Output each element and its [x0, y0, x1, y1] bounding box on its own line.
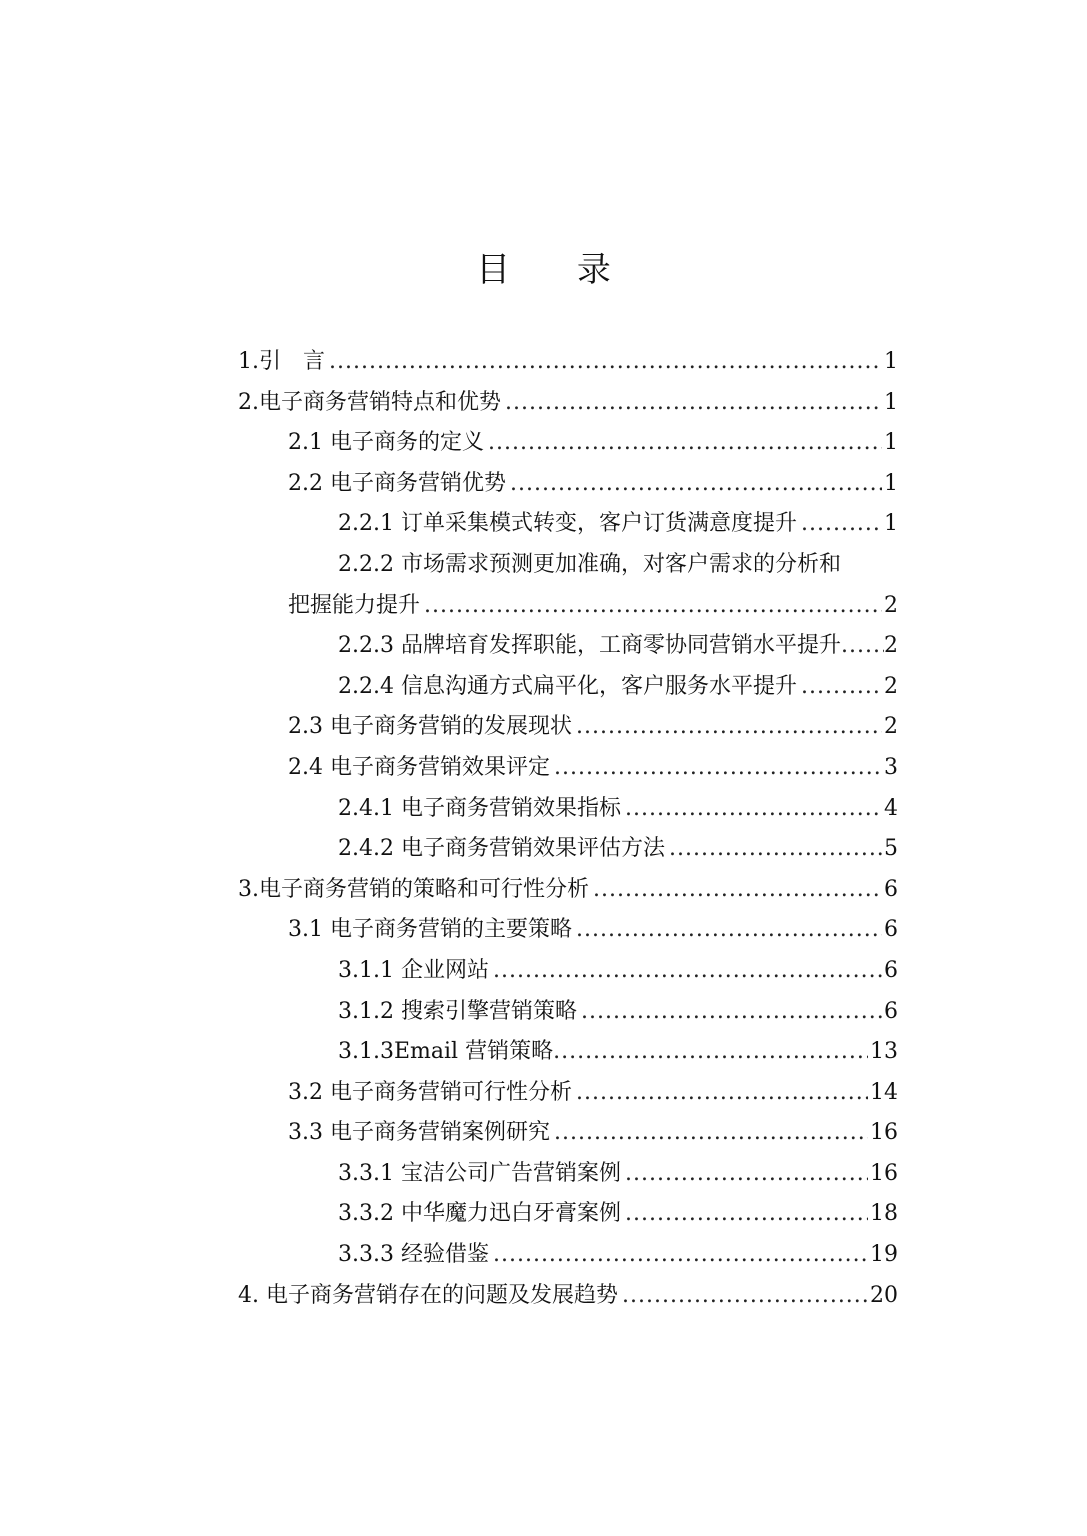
toc-entry-3-3-1[interactable] — [238, 1154, 898, 1195]
toc-entry-label: 2.1 电子商务的定义 — [288, 430, 484, 456]
toc-entry-label: 3.电子商务营销的策略和可行性分析 — [238, 876, 589, 902]
toc-leader-dots — [510, 464, 882, 505]
toc-entry-page: 2 — [884, 592, 898, 618]
toc-leader-dots — [801, 504, 882, 545]
toc-entry-page: 1 — [884, 470, 898, 496]
toc-leader-dots — [576, 707, 882, 748]
toc-entry-page: 14 — [870, 1079, 898, 1105]
toc-entry-1[interactable] — [238, 342, 898, 383]
toc-entry-label: 2.3 电子商务营销的发展现状 — [288, 714, 572, 740]
toc-entry-page: 3 — [884, 754, 898, 780]
toc-entry-page: 1 — [884, 430, 898, 456]
toc-entry-label: 3.3.1 宝洁公司广告营销案例 — [338, 1160, 621, 1186]
toc-leader-dots — [625, 1194, 868, 1235]
toc-entry-3-2[interactable] — [238, 1073, 898, 1114]
toc-entry-3-1[interactable] — [238, 910, 898, 951]
toc-entry-label: 3.3.3 经验借鉴 — [338, 1242, 489, 1268]
toc-entry-3-3[interactable] — [238, 1113, 898, 1154]
toc-leader-dots — [505, 383, 882, 424]
toc-entry-page: 4 — [884, 795, 898, 821]
toc-title: 目 录 — [476, 250, 639, 290]
toc-entry-label: 3.1.1 企业网站 — [338, 957, 489, 983]
toc-entry-label: 2.2.1 订单采集模式转变，客户订货满意度提升 — [338, 511, 797, 537]
toc-leader-dots — [493, 1235, 868, 1276]
toc-entry-3-3-3[interactable] — [238, 1235, 898, 1276]
toc-leader-dots — [554, 1113, 868, 1154]
toc-entry-4[interactable] — [238, 1276, 898, 1317]
toc-entry-label: 2.2.3 品牌培育发挥职能，工商零协同营销水平提升 — [338, 633, 841, 659]
toc-entry-2-2-1[interactable] — [238, 504, 898, 545]
toc-entry-label: 3.3 电子商务营销案例研究 — [288, 1120, 550, 1146]
toc-leader-dots — [625, 1154, 868, 1195]
toc-entry-page: 18 — [870, 1201, 898, 1227]
toc-entry-page: 13 — [870, 1039, 898, 1065]
toc-entry-page: 6 — [884, 917, 898, 943]
toc-leader-dots — [593, 870, 882, 911]
toc-entry-label: 3.1 电子商务营销的主要策略 — [288, 917, 572, 943]
toc-entry-page: 6 — [884, 957, 898, 983]
toc-entry-3-1-2[interactable] — [238, 992, 898, 1033]
toc-entry-label: 3.1.2 搜索引擎营销策略 — [338, 998, 577, 1024]
toc-entry-label: 3.3.2 中华魔力迅白牙膏案例 — [338, 1201, 621, 1227]
toc-entry-2-1[interactable] — [238, 423, 898, 464]
toc-leader-dots — [841, 626, 884, 667]
toc-entry-page: 20 — [870, 1282, 898, 1308]
toc-entry-page: 6 — [884, 876, 898, 902]
toc-entry-2-2-4[interactable] — [238, 667, 898, 708]
toc-entry-label: 2.电子商务营销特点和优势 — [238, 389, 501, 415]
toc-leader-dots — [581, 992, 882, 1033]
toc-entry-label: 4. 电子商务营销存在的问题及发展趋势 — [238, 1282, 618, 1308]
toc-entry-label: 2.2.4 信息沟通方式扁平化，客户服务水平提升 — [338, 673, 797, 699]
toc-leader-dots — [488, 423, 882, 464]
toc-entry-page: 1 — [884, 389, 898, 415]
toc-entry-label: 2.4 电子商务营销效果评定 — [288, 754, 550, 780]
toc-leader-dots — [554, 748, 882, 789]
toc-entry-2-4-1[interactable] — [238, 789, 898, 830]
toc-entry-page: 16 — [870, 1120, 898, 1146]
table-of-contents — [238, 342, 898, 1316]
toc-entry-page: 2 — [884, 714, 898, 740]
toc-entry-3-1-1[interactable] — [238, 951, 898, 992]
toc-leader-dots — [329, 342, 882, 383]
toc-entry-2-2-2-continued[interactable] — [238, 586, 898, 627]
toc-leader-dots — [801, 667, 882, 708]
toc-entry-label: 2.4.1 电子商务营销效果指标 — [338, 795, 621, 821]
toc-entry-page: 2 — [884, 673, 898, 699]
toc-entry-page: 5 — [884, 836, 898, 862]
toc-leader-dots — [553, 1032, 868, 1073]
toc-entry-page: 1 — [884, 349, 898, 374]
toc-entry-2-4[interactable] — [238, 748, 898, 789]
toc-entry-2-2[interactable] — [238, 464, 898, 505]
toc-entry-page: 1 — [884, 511, 898, 537]
toc-entry-2-4-2[interactable] — [238, 829, 898, 870]
toc-leader-dots — [669, 829, 882, 870]
toc-entry-label: 2.4.2 电子商务营销效果评估方法 — [338, 836, 665, 862]
toc-entry-2-3[interactable] — [238, 707, 898, 748]
toc-entry-page: 2 — [884, 633, 898, 659]
toc-entry-2-2-2[interactable] — [238, 545, 898, 586]
toc-entry-label: 3.1.3Email 营销策略 — [338, 1039, 554, 1065]
toc-leader-dots — [576, 1073, 868, 1114]
toc-leader-dots — [625, 789, 882, 830]
toc-entry-label: 1.引 言 — [238, 349, 325, 374]
toc-entry-label: 2.2.2 市场需求预测更加准确，对客户需求的分析和 — [338, 551, 841, 577]
toc-entry-3-3-2[interactable] — [238, 1194, 898, 1235]
toc-entry-2[interactable] — [238, 383, 898, 424]
toc-leader-dots — [424, 586, 882, 627]
toc-entry-label: 把握能力提升 — [288, 592, 421, 618]
toc-entry-2-2-3[interactable] — [238, 626, 898, 667]
toc-entry-3[interactable] — [238, 870, 898, 911]
toc-entry-page: 6 — [884, 998, 898, 1024]
toc-entry-page: 16 — [870, 1160, 898, 1186]
toc-entry-3-1-3[interactable] — [238, 1032, 898, 1073]
toc-leader-dots — [576, 910, 882, 951]
toc-leader-dots — [493, 951, 882, 992]
toc-entry-label: 2.2 电子商务营销优势 — [288, 470, 506, 496]
toc-leader-dots — [622, 1276, 868, 1317]
toc-entry-label: 3.2 电子商务营销可行性分析 — [288, 1079, 572, 1105]
toc-entry-page: 19 — [870, 1242, 898, 1268]
